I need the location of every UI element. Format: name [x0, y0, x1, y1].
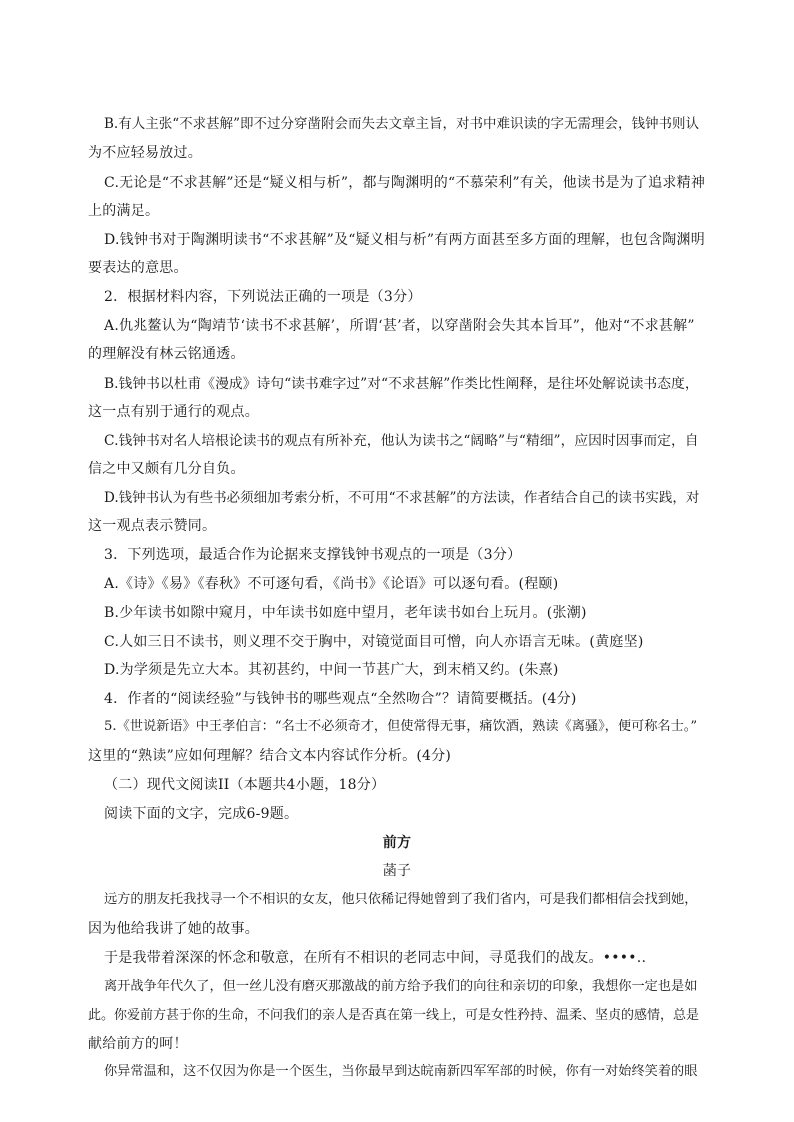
article-title: 前方: [382, 835, 412, 851]
q2-option-b-line-1: B.钱钟书以杜甫《漫成》诗句“读书难字过”对“不求甚解”作类比性阐释，是往坏处解说读书态度，: [104, 376, 699, 392]
question-3: 3．下列选项，最适合作为论据来支撑钱钟书观点的一项是（3分）: [104, 547, 522, 563]
question-5-line-1: 5.《世说新语》中王孝伯言：“名士不必须奇才，但使常得无事，痛饮酒，熟读《离骚》，便可称名士。”: [104, 719, 698, 734]
question-5-line-2: 这里的“熟读”应如何理解？结合文本内容试作分析。(4分): [88, 748, 452, 764]
article-author: 菡子: [382, 863, 412, 879]
reading-instruction: 阅读下面的文字，完成6-9题。: [104, 806, 299, 822]
paragraph-3-line-3: 献给前方的呵！: [88, 1036, 188, 1052]
q3-option-b: B.少年读书如隙中窥月，中年读书如庭中望月，老年读书如台上玩月。(张潮): [104, 605, 587, 621]
q2-option-c-line-1: C.钱钟书对名人培根论读书的观点有所补充，他认为读书之“阔略”与“精细”，应因时因事而定，自: [104, 433, 699, 449]
q2-option-b-line-2: 这一点有别于通行的观点。: [88, 404, 259, 420]
q3-option-d: D.为学须是先立大本。其初甚约，中间一节甚广大，到末梢又约。(朱熹): [104, 662, 559, 678]
q2-option-d-line-1: D.钱钟书认为有些书必须细加考索分析，不可用“不求甚解”的方法读，作者结合自己的读书实践，对: [104, 490, 700, 506]
option-b-line-2: 为不应轻易放过。: [88, 145, 202, 161]
question-2: 2．根据材料内容，下列说法正确的一项是（3分）: [104, 289, 422, 305]
q3-option-c: C.人如三日不读书，则义理不交于胸中，对镜觉面目可憎，向人亦语言无味。(黄庭坚): [104, 634, 644, 650]
q2-option-d-line-2: 这一观点表示赞同。: [88, 518, 217, 534]
option-c-line-2: 上的满足。: [88, 203, 160, 219]
paragraph-1-line-2: 因为他给我讲了她的故事。: [88, 921, 259, 937]
section-heading: （二）现代文阅读II（本题共4小题，18分）: [104, 777, 386, 793]
option-d-line-1: D.钱钟书对于陶渊明读书“不求甚解”及“疑义相与析”有两方面甚至多方面的理解，也包含陶渊明: [104, 232, 706, 248]
paragraph-4-line-1: 你异常温和，这不仅因为你是一个医生，当你最早到达皖南新四军军部的时候，你有一对始终笑着的眼: [104, 1064, 698, 1079]
q2-option-c-line-2: 信之中又颇有几分自负。: [88, 461, 245, 477]
paragraph-3-line-1: 离开战争年代久了，但一丝儿没有磨灭那激战的前方给予我们的向往和亲切的印象，我想你一定也是如: [104, 979, 698, 994]
q3-option-a: A.《诗》《易》《春秋》不可逐句看，《尚书》《论语》可以逐句看。(程颐): [104, 576, 559, 592]
option-d-line-2: 要表达的意思。: [88, 260, 188, 276]
paragraph-2: 于是我带着深深的怀念和敬意，在所有不相识的老同志中间，寻觅我们的战友。••••..: [104, 950, 647, 966]
q2-option-a-line-2: 的理解没有林云铭通透。: [88, 346, 245, 362]
paragraph-1-line-1: 远方的朋友托我找寻一个不相识的女友，他只依稀记得她曾到了我们省内，可是我们都相信会找到她，: [104, 892, 698, 907]
paragraph-3-line-2: 此。你爱前方甚于你的生命，不问我们的亲人是否真在第一线上，可是女性矜持、温柔、坚贞的感情，总是: [88, 1008, 700, 1023]
option-b-line-1: B.有人主张“不求甚解”即不过分穿凿附会而失去文章主旨，对书中难识读的字无需理会，钱钟书则认: [104, 116, 700, 132]
option-c-line-1: C.无论是“不求甚解”还是“疑义相与析”，都与陶渊明的“不慕荣利”有关，他读书是为了追求精神: [104, 175, 706, 191]
question-4: 4．作者的“阅读经验”与钱钟书的哪些观点“全然吻合”？请简要概括。(4分): [104, 691, 577, 707]
q2-option-a-line-1: A.仇兆鳌认为“陶靖节‘读书不求甚解’，所谓‘甚’者，以穿凿附会失其本旨耳”，他对“不求甚解”: [104, 318, 695, 334]
